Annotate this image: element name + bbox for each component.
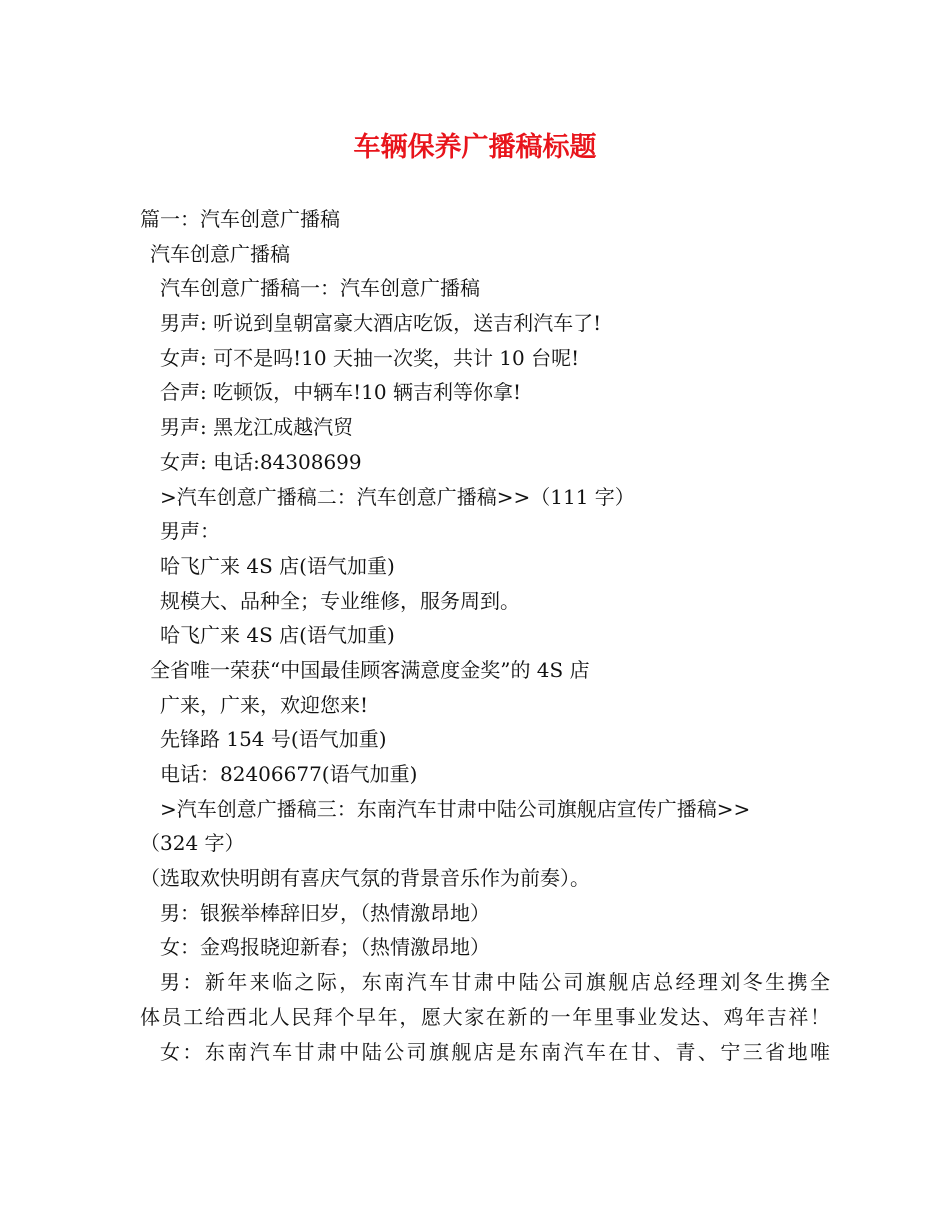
paragraph-line: 女声: 电话:84308699: [160, 449, 362, 474]
paragraph-line: 男声: 听说到皇朝富豪大酒店吃饭，送吉利汽车了!: [160, 311, 602, 336]
paragraph-line: 女：金鸡报晓迎新春；（热情激昂地）: [160, 935, 490, 960]
paragraph-line: 女声: 可不是吗!10 天抽一次奖，共计 10 台呢!: [160, 345, 580, 370]
paragraph-line: 汽车创意广播稿一：汽车创意广播稿: [160, 276, 480, 301]
paragraph-line: 男声：: [160, 519, 220, 544]
paragraph-line: 哈飞广来 4S 店(语气加重): [160, 623, 395, 648]
paragraph-line: 哈飞广来 4S 店(语气加重): [160, 553, 395, 578]
paragraph-line: 女：东南汽车甘肃中陆公司旗舰店是东南汽车在甘、青、宁三省地唯: [160, 1039, 830, 1064]
paragraph-line: >汽车创意广播稿三：东南汽车甘肃中陆公司旗舰店宣传广播稿>>: [160, 796, 751, 821]
paragraph-line: （选取欢快明朗有喜庆气氛的背景音乐作为前奏）。: [140, 866, 590, 891]
document-title: 车辆保养广播稿标题: [353, 132, 597, 163]
paragraph-line: 男声: 黑龙江成越汽贸: [160, 415, 354, 440]
paragraph-line: 电话：82406677(语气加重): [160, 762, 418, 786]
paragraph-line: 全省唯一荣获“中国最佳顾客满意度金奖”的 4S 店: [150, 657, 590, 682]
paragraph-line: 体员工给西北人民拜个早年，愿大家在新的一年里事业发达、鸡年吉祥！: [140, 1004, 830, 1029]
paragraph-line: 合声: 吃顿饭，中辆车!10 辆吉利等你拿!: [160, 380, 521, 405]
paragraph-line: 规模大、品种全；专业维修，服务周到。: [160, 588, 520, 613]
document-body: [140, 202, 830, 1069]
paragraph-line: >汽车创意广播稿二：汽车创意广播稿>>（111 字）: [160, 484, 635, 509]
paragraph-line: 男：新年来临之际，东南汽车甘肃中陆公司旗舰店总经理刘冬生携全: [160, 970, 830, 995]
paragraph-line: 广来，广来，欢迎您来!: [160, 692, 369, 717]
paragraph-line: （324 字）: [140, 831, 245, 856]
section-heading: 篇一：汽车创意广播稿: [140, 207, 340, 231]
subsection-heading: 汽车创意广播稿: [150, 241, 290, 266]
paragraph-line: 先锋路 154 号(语气加重): [160, 727, 387, 752]
paragraph-line: 男：银猴举棒辞旧岁，（热情激昂地）: [160, 900, 490, 925]
